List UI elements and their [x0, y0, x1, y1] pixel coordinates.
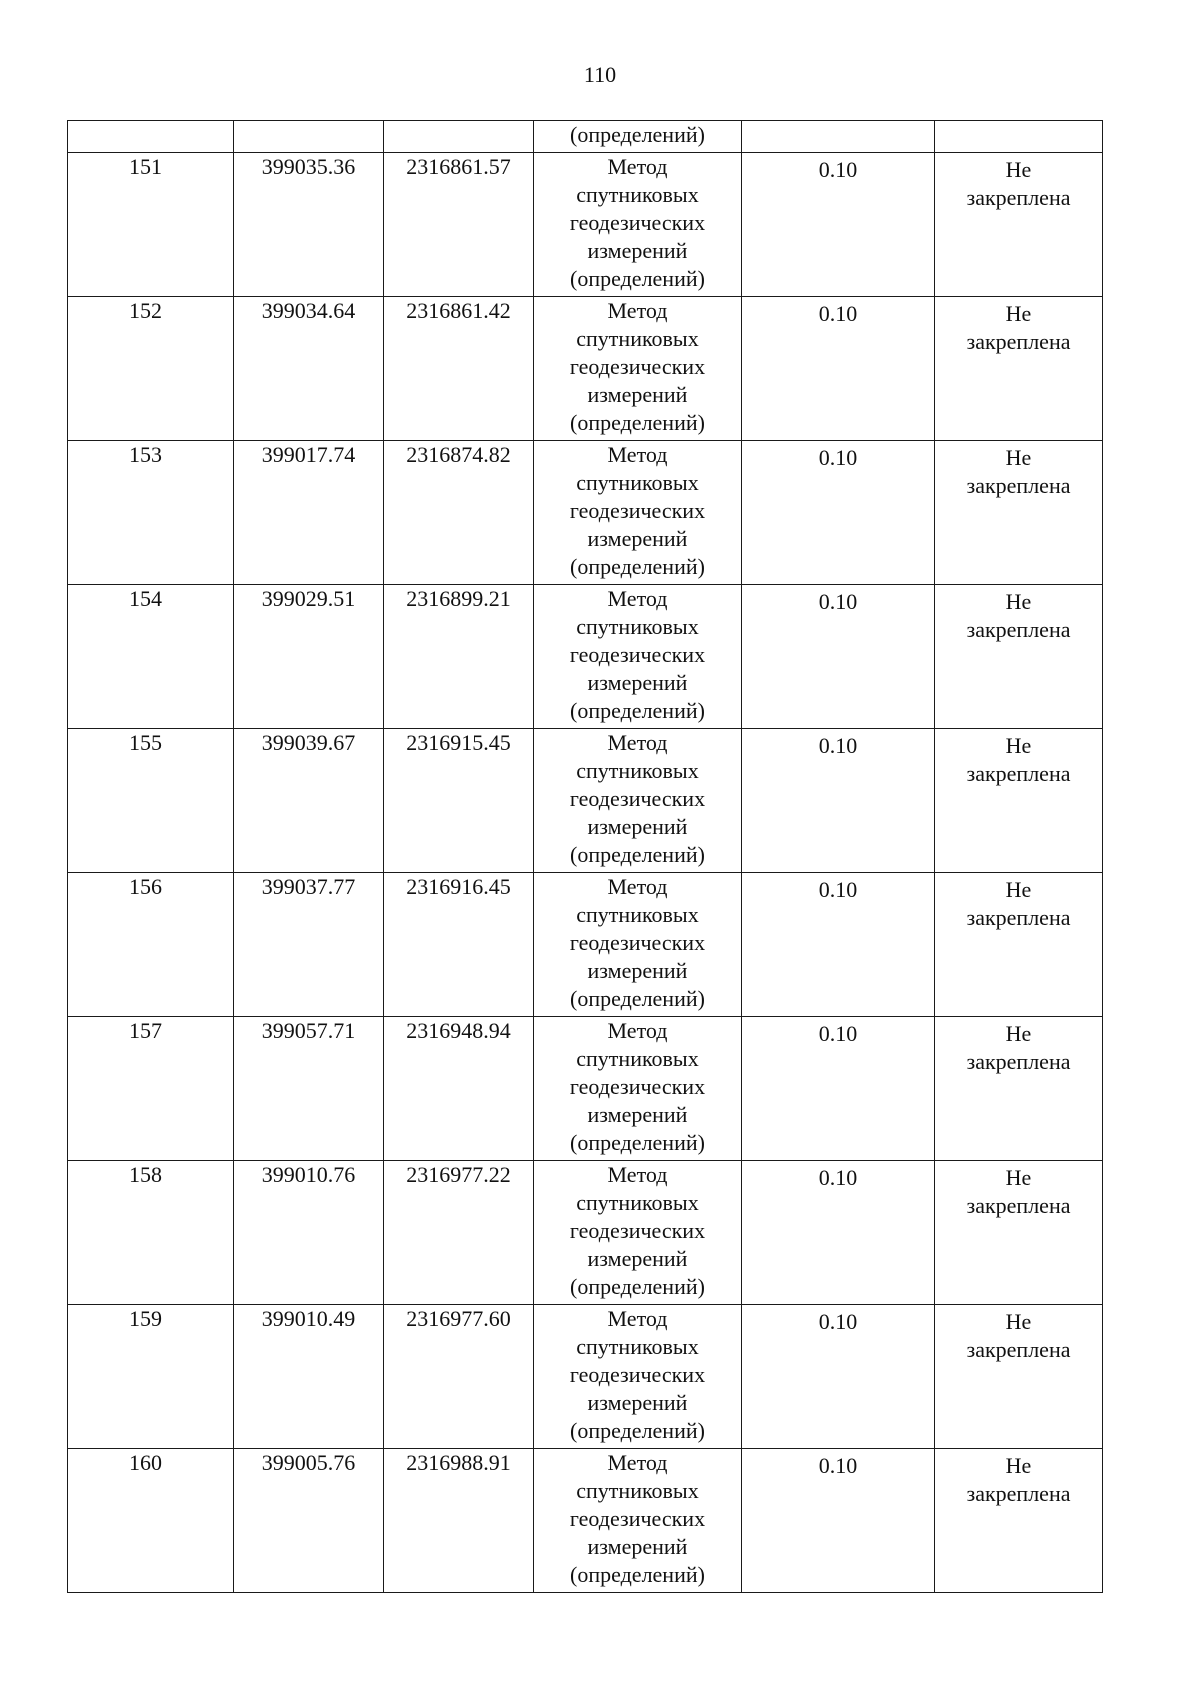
method-cell [534, 153, 742, 297]
table-row [68, 1449, 1103, 1593]
method-line: измерений [587, 382, 688, 407]
method-line: измерений [587, 1534, 688, 1559]
table-row [68, 1017, 1103, 1161]
method-line: геодезических [569, 1362, 706, 1387]
point-number-cell: 157 [68, 1017, 234, 1161]
method-line: измерений [587, 1246, 688, 1271]
accuracy-cell: 0.10 [742, 297, 935, 441]
fixation-line: закреплена [966, 1337, 1071, 1362]
accuracy-cell: 0.10 [742, 729, 935, 873]
method-line: спутниковых [576, 758, 699, 783]
table-row [68, 1161, 1103, 1305]
table-row [68, 729, 1103, 873]
fixation-cell [935, 121, 1103, 153]
method-line: (определений) [570, 1418, 705, 1443]
fixation-line: закреплена [966, 761, 1071, 786]
method-line: спутниковых [576, 1478, 699, 1503]
method-line: Метод [607, 1306, 668, 1331]
y-coordinate-cell: 2316977.22 [384, 1161, 534, 1305]
table-row [68, 297, 1103, 441]
x-coordinate-cell: 399017.74 [234, 441, 384, 585]
fixation-line: Не [1005, 733, 1032, 758]
x-coordinate-cell: 399037.77 [234, 873, 384, 1017]
method-line: геодезических [569, 642, 706, 667]
fixation-line: закреплена [966, 473, 1071, 498]
y-coordinate-cell: 2316916.45 [384, 873, 534, 1017]
point-number-cell: 152 [68, 297, 234, 441]
method-line: измерений [587, 526, 688, 551]
fixation-cell [935, 441, 1103, 585]
method-line: (определений) [570, 1274, 705, 1299]
coordinates-table [67, 120, 1103, 1593]
method-line: геодезических [569, 786, 706, 811]
method-line: измерений [587, 1390, 688, 1415]
method-line: (определений) [570, 266, 705, 291]
accuracy-cell: 0.10 [742, 1161, 935, 1305]
fixation-line: закреплена [966, 185, 1071, 210]
point-number-cell: 158 [68, 1161, 234, 1305]
point-number-cell: 156 [68, 873, 234, 1017]
fixation-line: Не [1005, 1309, 1032, 1334]
fixation-cell [935, 1305, 1103, 1449]
coordinates-table-body [68, 121, 1103, 1593]
method-line: (определений) [570, 554, 705, 579]
method-line: спутниковых [576, 614, 699, 639]
fixation-line: закреплена [966, 329, 1071, 354]
method-cell [534, 729, 742, 873]
table-row [68, 441, 1103, 585]
fixation-line: Не [1005, 157, 1032, 182]
method-line: (определений) [570, 842, 705, 867]
fixation-cell [935, 153, 1103, 297]
x-coordinate-cell: 399039.67 [234, 729, 384, 873]
x-coordinate-cell [234, 121, 384, 153]
y-coordinate-cell: 2316861.57 [384, 153, 534, 297]
fixation-line: Не [1005, 1021, 1032, 1046]
method-line: (определений) [570, 1562, 705, 1587]
fixation-line: закреплена [966, 1049, 1071, 1074]
fixation-line: Не [1005, 589, 1032, 614]
accuracy-cell: 0.10 [742, 441, 935, 585]
point-number-cell: 153 [68, 441, 234, 585]
fixation-cell [935, 297, 1103, 441]
y-coordinate-cell: 2316899.21 [384, 585, 534, 729]
method-cell [534, 1017, 742, 1161]
method-line: спутниковых [576, 902, 699, 927]
point-number-cell: 151 [68, 153, 234, 297]
method-line: геодезических [569, 354, 706, 379]
method-line: геодезических [569, 210, 706, 235]
method-line: геодезических [569, 930, 706, 955]
method-line: спутниковых [576, 326, 699, 351]
method-line: геодезических [569, 1074, 706, 1099]
fixation-cell [935, 873, 1103, 1017]
method-cell: (определений) [534, 121, 742, 153]
fixation-line: закреплена [966, 617, 1071, 642]
accuracy-cell: 0.10 [742, 153, 935, 297]
method-cell [534, 873, 742, 1017]
x-coordinate-cell: 399057.71 [234, 1017, 384, 1161]
fixation-line: Не [1005, 1453, 1032, 1478]
method-line: Метод [607, 730, 668, 755]
method-line: спутниковых [576, 470, 699, 495]
method-line: измерений [587, 670, 688, 695]
y-coordinate-cell: 2316977.60 [384, 1305, 534, 1449]
y-coordinate-cell: 2316915.45 [384, 729, 534, 873]
method-line: измерений [587, 958, 688, 983]
x-coordinate-cell: 399005.76 [234, 1449, 384, 1593]
table-row [68, 1305, 1103, 1449]
accuracy-cell [742, 121, 935, 153]
y-coordinate-cell: 2316861.42 [384, 297, 534, 441]
fixation-line: Не [1005, 445, 1032, 470]
method-line: Метод [607, 1450, 668, 1475]
fixation-cell [935, 1017, 1103, 1161]
y-coordinate-cell: 2316874.82 [384, 441, 534, 585]
point-number-cell: 159 [68, 1305, 234, 1449]
table-row [68, 873, 1103, 1017]
method-line: Метод [607, 586, 668, 611]
method-line: измерений [587, 238, 688, 263]
accuracy-cell: 0.10 [742, 1017, 935, 1161]
fixation-cell [935, 1449, 1103, 1593]
method-cell [534, 297, 742, 441]
method-line: Метод [607, 298, 668, 323]
method-cell [534, 441, 742, 585]
point-number-cell: 155 [68, 729, 234, 873]
method-line: спутниковых [576, 1046, 699, 1071]
method-line: Метод [607, 154, 668, 179]
method-line: измерений [587, 1102, 688, 1127]
point-number-cell [68, 121, 234, 153]
method-line: Метод [607, 1018, 668, 1043]
method-line: геодезических [569, 1218, 706, 1243]
method-cell [534, 585, 742, 729]
table-row [68, 585, 1103, 729]
x-coordinate-cell: 399034.64 [234, 297, 384, 441]
accuracy-cell: 0.10 [742, 1449, 935, 1593]
method-line: (определений) [570, 1130, 705, 1155]
fixation-line: закреплена [966, 905, 1071, 930]
accuracy-cell: 0.10 [742, 585, 935, 729]
method-line: спутниковых [576, 1190, 699, 1215]
fixation-line: закреплена [966, 1481, 1071, 1506]
method-line: (определений) [570, 410, 705, 435]
fixation-line: закреплена [966, 1193, 1071, 1218]
x-coordinate-cell: 399010.49 [234, 1305, 384, 1449]
method-line: спутниковых [576, 182, 699, 207]
fixation-cell [935, 1161, 1103, 1305]
y-coordinate-cell: 2316948.94 [384, 1017, 534, 1161]
method-cell [534, 1305, 742, 1449]
method-line: геодезических [569, 1506, 706, 1531]
x-coordinate-cell: 399029.51 [234, 585, 384, 729]
page-number: 110 [583, 62, 617, 87]
accuracy-cell: 0.10 [742, 1305, 935, 1449]
method-line: (определений) [570, 986, 705, 1011]
x-coordinate-cell: 399035.36 [234, 153, 384, 297]
method-line: Метод [607, 874, 668, 899]
fixation-line: Не [1005, 301, 1032, 326]
method-cell [534, 1449, 742, 1593]
fixation-line: Не [1005, 877, 1032, 902]
method-line: Метод [607, 1162, 668, 1187]
method-cell [534, 1161, 742, 1305]
point-number-cell: 154 [68, 585, 234, 729]
accuracy-cell: 0.10 [742, 873, 935, 1017]
y-coordinate-cell [384, 121, 534, 153]
fixation-line: Не [1005, 1165, 1032, 1190]
method-line: измерений [587, 814, 688, 839]
point-number-cell: 160 [68, 1449, 234, 1593]
table-row [68, 153, 1103, 297]
fixation-cell [935, 729, 1103, 873]
method-line: Метод [607, 442, 668, 467]
method-line: (определений) [570, 698, 705, 723]
continuation-row [68, 121, 1103, 153]
method-line: геодезических [569, 498, 706, 523]
fixation-cell [935, 585, 1103, 729]
x-coordinate-cell: 399010.76 [234, 1161, 384, 1305]
method-line: спутниковых [576, 1334, 699, 1359]
y-coordinate-cell: 2316988.91 [384, 1449, 534, 1593]
